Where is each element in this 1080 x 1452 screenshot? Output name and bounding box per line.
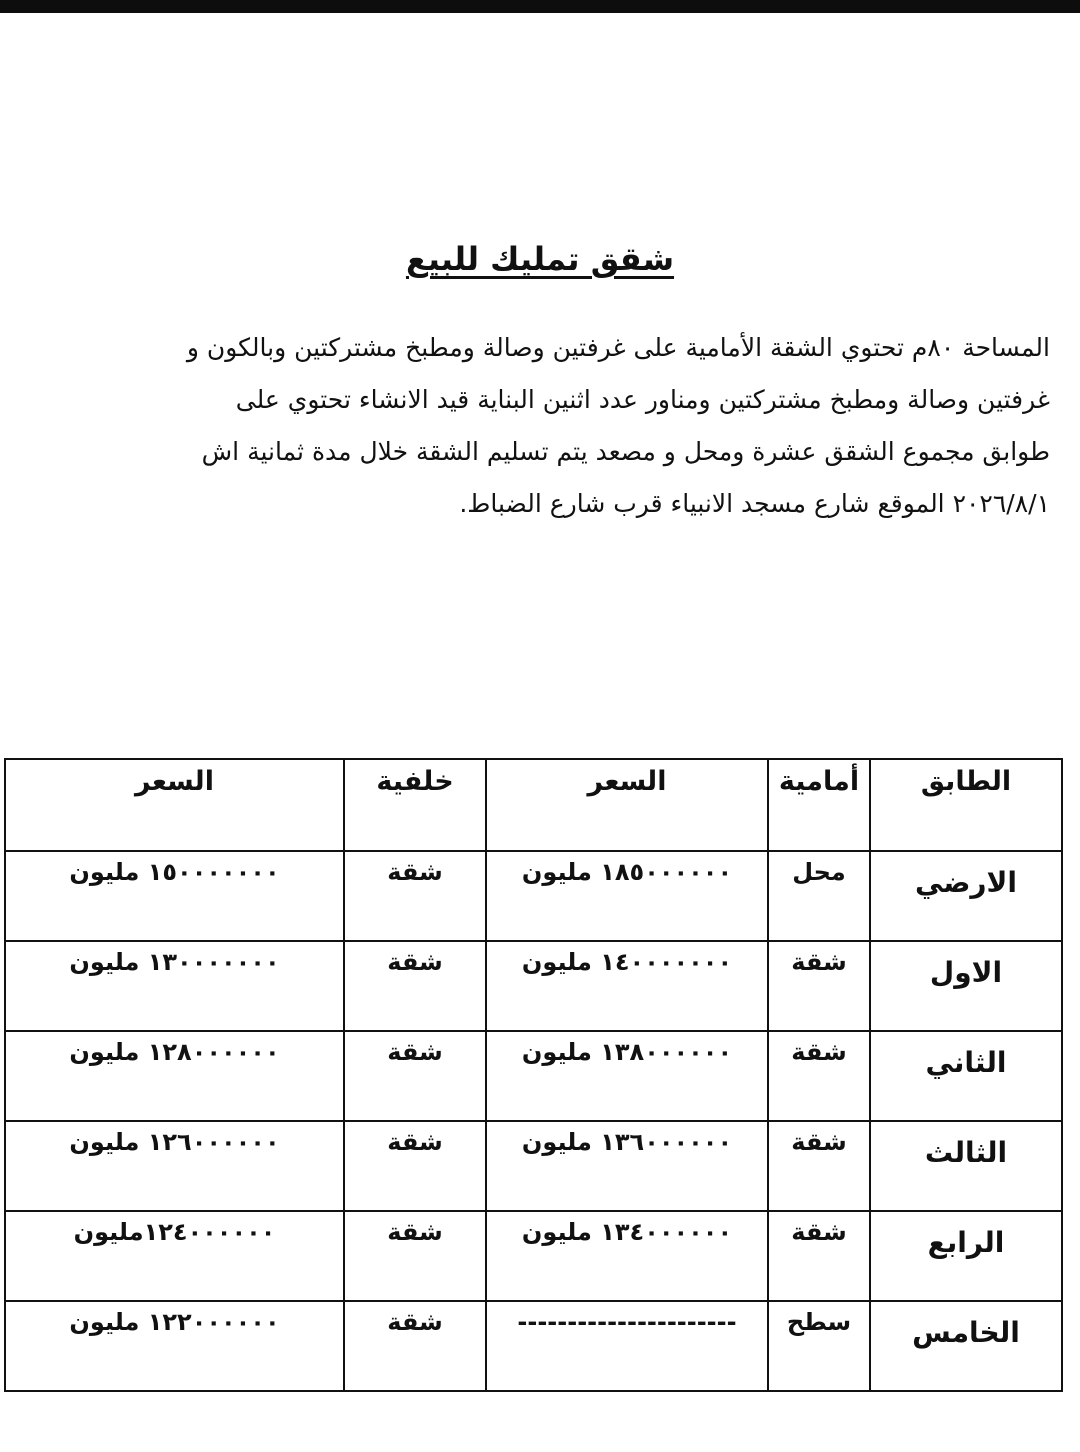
- top-dark-bar: [0, 0, 1080, 13]
- front-price-cell: ----------------------: [486, 1301, 768, 1391]
- table-row: [5, 1121, 1062, 1211]
- paragraph-line-2: غرفتين وصالة ومطبخ مشتركتين ومناور عدد اثنين البناية قيد الانشاء تحتوي على: [235, 385, 1050, 414]
- front-price-cell: ١٣٦٠٠٠٠٠٠ مليون: [486, 1121, 768, 1211]
- back-type-cell: شقة: [344, 941, 486, 1031]
- back-price-cell: ١٣٠٠٠٠٠٠٠ مليون: [5, 941, 344, 1031]
- header-front-price: السعر: [486, 759, 768, 851]
- table-row: [5, 1031, 1062, 1121]
- front-type-cell: شقة: [768, 1211, 870, 1301]
- front-type-cell: شقة: [768, 1121, 870, 1211]
- floor-cell: الاول: [870, 941, 1062, 1031]
- floor-cell: الرابع: [870, 1211, 1062, 1301]
- front-price-cell: ١٣٤٠٠٠٠٠٠ مليون: [486, 1211, 768, 1301]
- description-paragraph: [0, 322, 1050, 530]
- table-row: [5, 1211, 1062, 1301]
- front-type-cell: سطح: [768, 1301, 870, 1391]
- back-type-cell: شقة: [344, 1031, 486, 1121]
- back-price-cell: ١٢٢٠٠٠٠٠٠ مليون: [5, 1301, 344, 1391]
- front-type-cell: محل: [768, 851, 870, 941]
- back-type-cell: شقة: [344, 851, 486, 941]
- floor-cell: الثاني: [870, 1031, 1062, 1121]
- floor-cell: الارضي: [870, 851, 1062, 941]
- back-price-cell: ١٢٤٠٠٠٠٠٠مليون: [5, 1211, 344, 1301]
- header-front: أمامية: [768, 759, 870, 851]
- floor-cell: الخامس: [870, 1301, 1062, 1391]
- back-price-cell: ١٢٨٠٠٠٠٠٠ مليون: [5, 1031, 344, 1121]
- paragraph-line-1: المساحة ٨٠م تحتوي الشقة الأمامية على غرفتين وصالة ومطبخ مشتركتين وبالكون و: [186, 333, 1050, 362]
- header-back: خلفية: [344, 759, 486, 851]
- back-price-cell: ١٥٠٠٠٠٠٠٠ مليون: [5, 851, 344, 941]
- header-floor: الطابق: [870, 759, 1062, 851]
- floor-cell: الثالث: [870, 1121, 1062, 1211]
- table-row: [5, 851, 1062, 941]
- back-type-cell: شقة: [344, 1301, 486, 1391]
- table-row: [5, 941, 1062, 1031]
- page-title: شقق تمليك للبيع: [405, 240, 675, 278]
- back-price-cell: ١٢٦٠٠٠٠٠٠ مليون: [5, 1121, 344, 1211]
- front-type-cell: شقة: [768, 1031, 870, 1121]
- front-price-cell: ١٣٨٠٠٠٠٠٠ مليون: [486, 1031, 768, 1121]
- price-table: [4, 758, 1063, 1392]
- paragraph-line-3: طوابق مجموع الشقق عشرة ومحل و مصعد يتم تسليم الشقة خلال مدة ثمانية اش: [201, 437, 1050, 466]
- front-price-cell: ١٨٥٠٠٠٠٠٠ مليون: [486, 851, 768, 941]
- table-row: [5, 1301, 1062, 1391]
- table-header-row: [5, 759, 1062, 851]
- header-back-price: السعر: [5, 759, 344, 851]
- paragraph-line-4: ٢٠٢٦/٨/١ الموقع شارع مسجد الانبياء قرب شارع الضباط.: [459, 489, 1050, 518]
- front-type-cell: شقة: [768, 941, 870, 1031]
- back-type-cell: شقة: [344, 1211, 486, 1301]
- front-price-cell: ١٤٠٠٠٠٠٠٠ مليون: [486, 941, 768, 1031]
- back-type-cell: شقة: [344, 1121, 486, 1211]
